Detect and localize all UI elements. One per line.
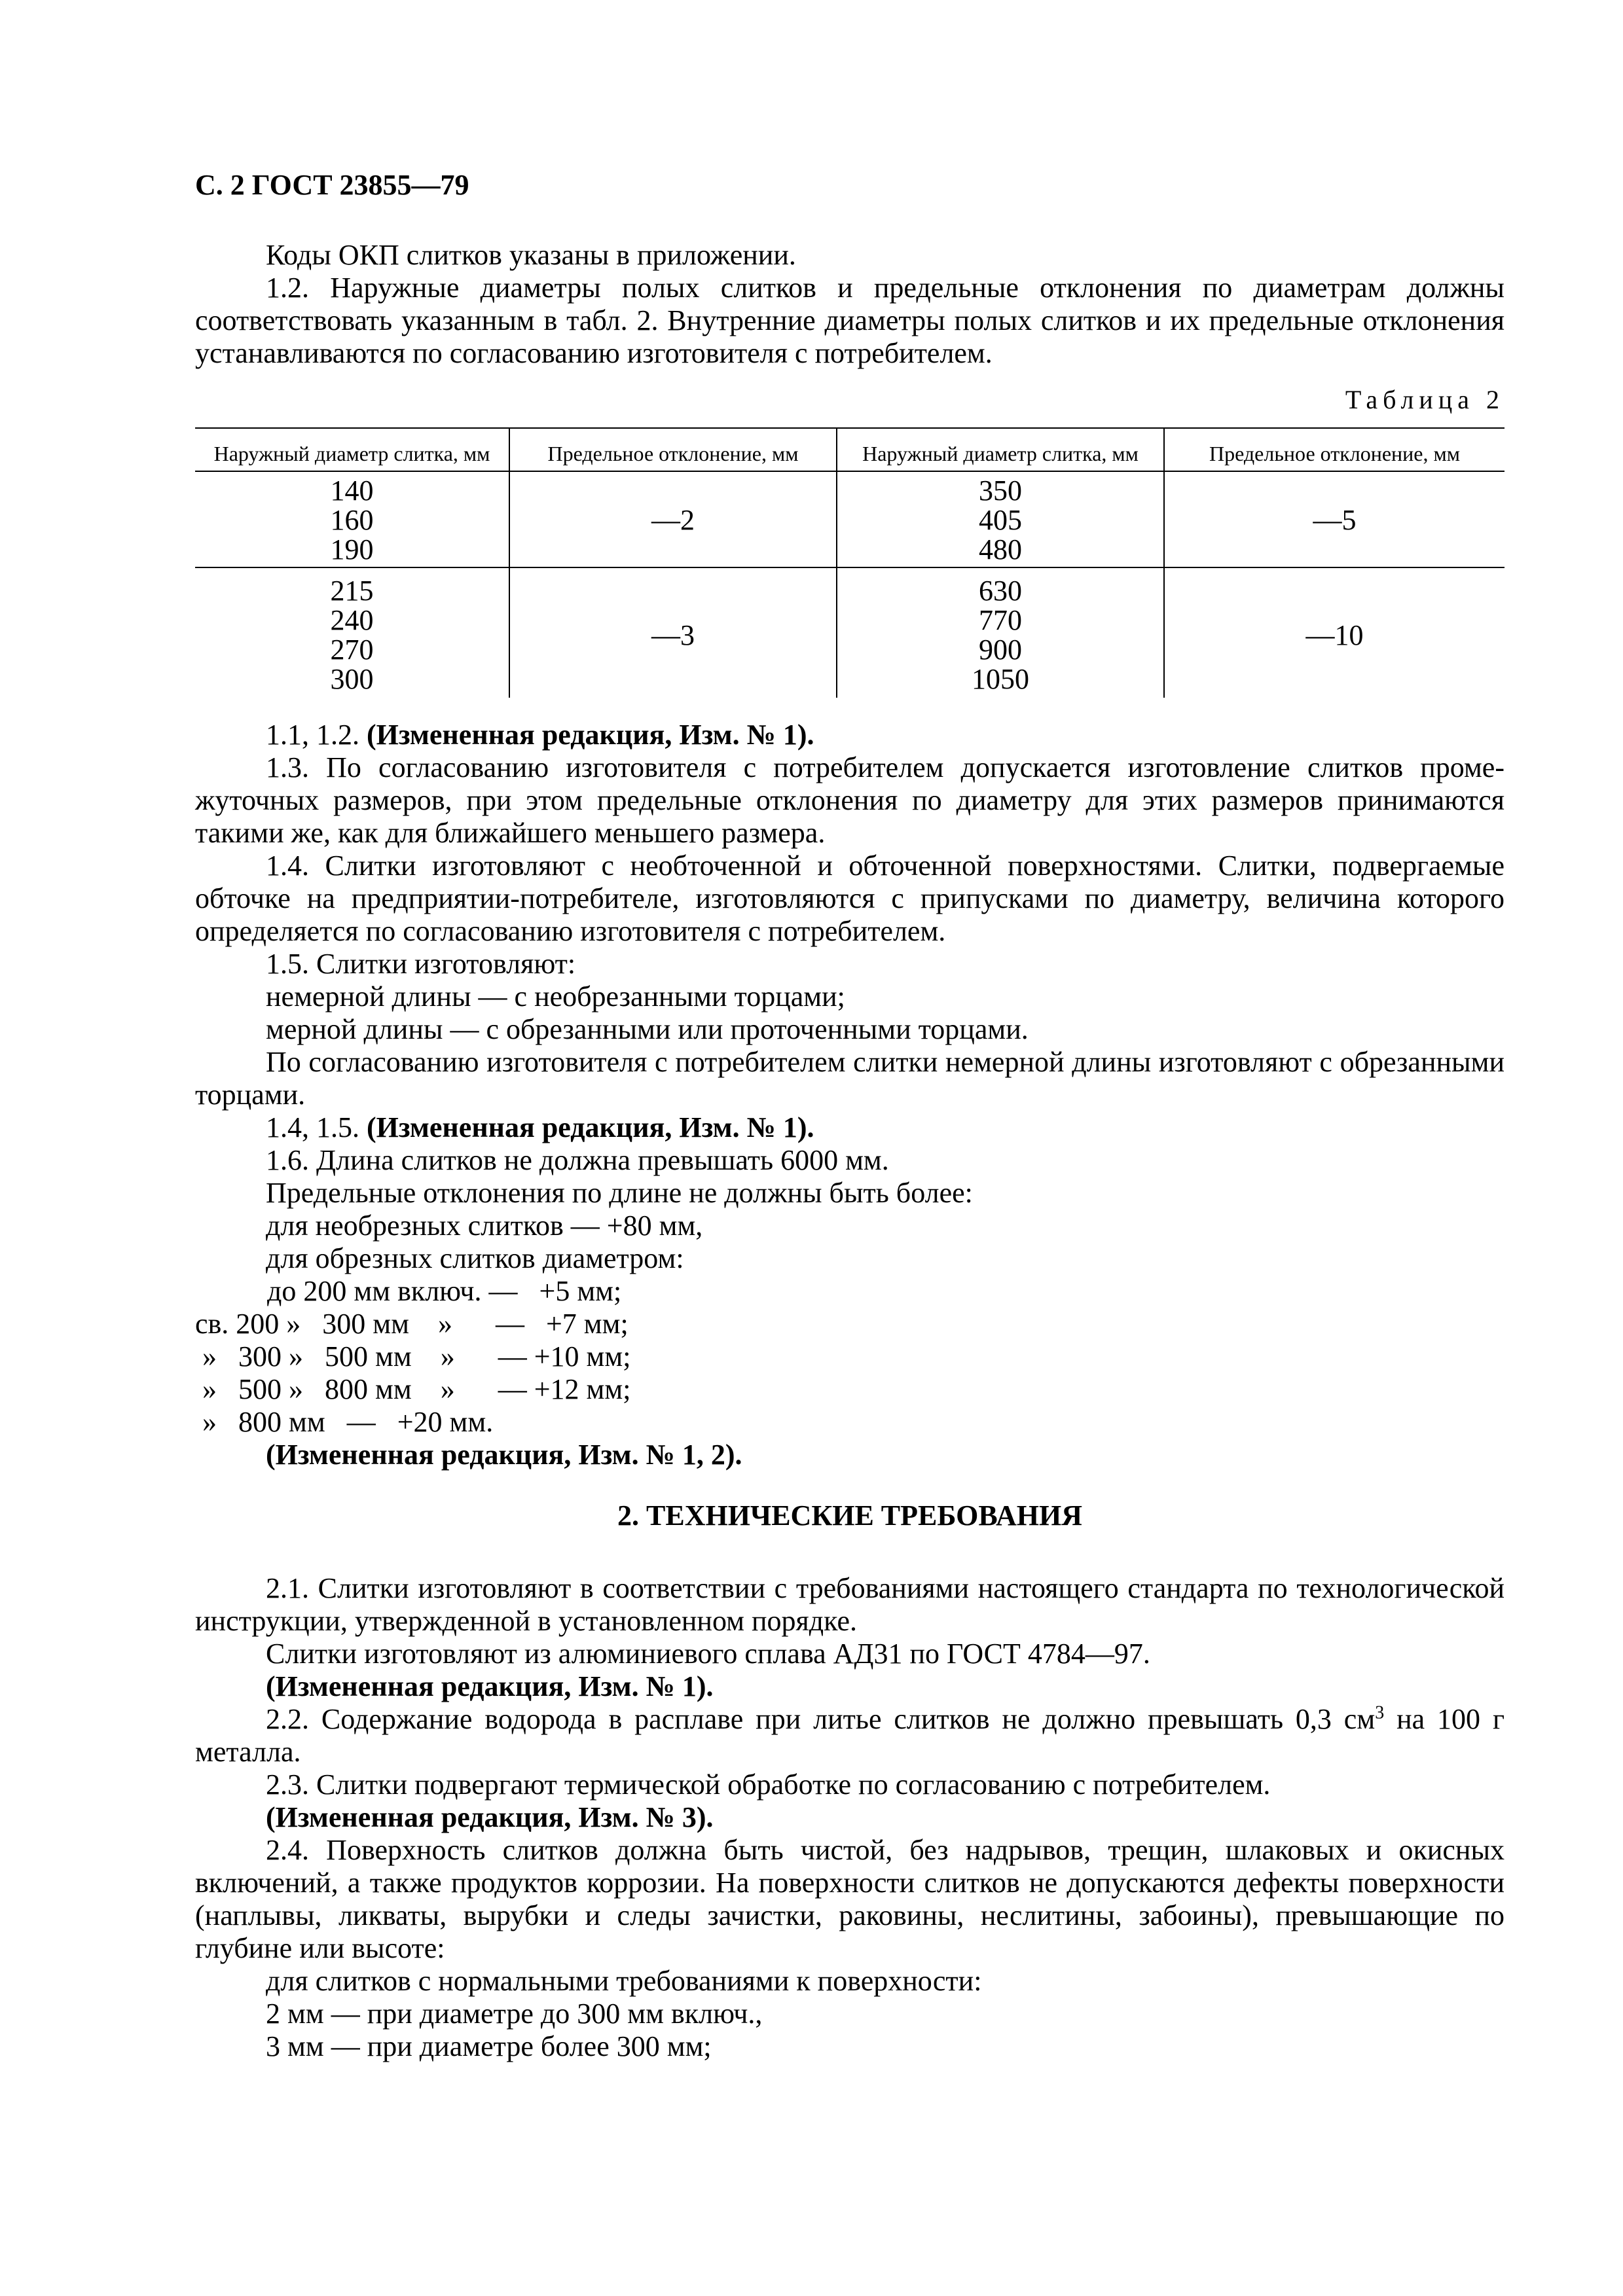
table-header-cell: Наружный диаметр слитка, мм <box>837 428 1164 471</box>
list-item: для необрезных слитков — +80 мм, <box>266 1210 703 1242</box>
edition-ref: 1.4, 1.5. <box>266 1111 359 1143</box>
paragraph-2-4: 2.4. Поверхность слитков должна быть чистой, без надрывов, трещин, шлаковых и окисных включений, а также продуктов коррозии. На поверхности слитков не допускаются дефекты поверхности (наплывы, ликваты, вырубки и следы зачистки, раковины, неслитины, забоины), превышающие по глубине или высоте: <box>195 1834 1504 1964</box>
table-value: 300 <box>330 663 374 695</box>
paragraph-2-2-tail: на 100 г металла. <box>195 1703 1504 1768</box>
table-value: 215 <box>330 575 374 607</box>
length-tolerance-line: св. 200 » 300 мм » — +7 мм; <box>195 1308 629 1340</box>
table-value: 630 <box>979 575 1022 607</box>
table-header-cell: Предельное отклонение, мм <box>1164 428 1504 471</box>
table-value: 1050 <box>972 663 1029 695</box>
table-header-cell: Наружный диаметр слитка, мм <box>195 428 509 471</box>
list-item: для обрезных слитков диаметром: <box>266 1242 684 1274</box>
length-tolerance-line: » 800 мм — +20 мм. <box>195 1406 494 1438</box>
edition-note: (Измененная редакция, Изм. № 1, 2). <box>266 1439 742 1471</box>
paragraph-1-2: 1.2. Наружные диаметры полых слитков и предельные отклонения по диаметрам должны соответствовать указанным в табл. 2. Внутренние диаметры полых слитков и их предельные отклонения устанавливаются по согласованию изготовителя с потребителем. <box>195 272 1504 369</box>
length-tolerance-line: » 300 » 500 мм » — +10 мм; <box>195 1340 631 1372</box>
list-item: 2 мм — при диаметре до 300 мм включ., <box>266 1998 763 2030</box>
table-row <box>195 567 1504 698</box>
table-cell-diameters <box>195 471 509 567</box>
table-cell-tolerance: —3 <box>509 567 837 698</box>
paragraph-1-5-note: По согласованию изготовителя с потребителем слитки немерной длины изготовляют с обрезанными торцами. <box>195 1046 1504 1111</box>
table-value: 190 <box>330 533 374 565</box>
table-value: 240 <box>330 604 374 636</box>
list-item: для слитков с нормальными требованиями к поверхности: <box>266 1965 982 1997</box>
edition-note <box>195 719 1504 751</box>
list-item: 3 мм — при диаметре более 300 мм; <box>266 2030 712 2062</box>
table-cell-diameters <box>195 567 509 698</box>
length-tolerance-line: до 200 мм включ. — +5 мм; <box>195 1275 622 1307</box>
edition-note: (Измененная редакция, Изм. № 1). <box>266 1670 714 1702</box>
table-value: 160 <box>330 504 374 536</box>
table-2 <box>195 427 1504 698</box>
table-value: 480 <box>979 533 1022 565</box>
paragraph-1-6: 1.6. Длина слитков не должна превышать 6000 мм. <box>266 1144 889 1176</box>
paragraph-2-3: 2.3. Слитки подвергают термической обработке по согласованию с потребителем. <box>266 1768 1271 1801</box>
table-cell-tolerance: —10 <box>1164 567 1504 698</box>
table-value: 405 <box>979 504 1022 536</box>
paragraph-2-2 <box>195 1703 1504 1768</box>
table-value: 770 <box>979 604 1022 636</box>
table-row <box>195 471 1504 567</box>
table-cell-diameters <box>837 471 1164 567</box>
table-cell-diameters <box>837 567 1164 698</box>
edition-note <box>195 1111 1504 1144</box>
document-page <box>195 167 1504 2063</box>
edition-text: (Измененная редакция, Изм. № 1). <box>367 1111 814 1143</box>
paragraph-okp: Коды ОКП слитков указаны в приложении. <box>266 239 796 271</box>
list-item: немерной длины — с необрезанными торцами; <box>266 980 845 1013</box>
table-value: 900 <box>979 634 1022 666</box>
table-value: 270 <box>330 634 374 666</box>
superscript: 3 <box>1375 1702 1385 1723</box>
table-cell-tolerance: —5 <box>1164 471 1504 567</box>
edition-ref: 1.1, 1.2. <box>266 719 359 751</box>
table-cell-tolerance: —2 <box>509 471 837 567</box>
edition-note: (Измененная редакция, Изм. № 3). <box>266 1801 714 1833</box>
edition-text: (Измененная редакция, Изм. № 1). <box>367 719 814 751</box>
paragraph-2-1: 2.1. Слитки изготовляют в соответствии с требованиями настоящего стандарта по технологической инструкции, утвержденной в установленном порядке. <box>195 1572 1504 1637</box>
list-item: мерной длины — с обрезанными или проточенными торцами. <box>266 1013 1029 1045</box>
page-header: С. 2 ГОСТ 23855—79 <box>195 169 469 201</box>
paragraph-1-6-intro: Предельные отклонения по длине не должны быть более: <box>266 1177 973 1209</box>
section-title: 2. ТЕХНИЧЕСКИЕ ТРЕБОВАНИЯ <box>617 1499 1082 1532</box>
length-tolerance-line: » 500 » 800 мм » — +12 мм; <box>195 1373 631 1405</box>
table-caption: Таблица 2 <box>1345 385 1504 414</box>
paragraph-1-4: 1.4. Слитки изготовляют с необточенной и обточенной поверхностями. Слитки, подвергаемые обточке на предприятии-потребителе, изготовляются с припусками по диаметру, величина которого определяется по согласованию изготовителя с потребителем. <box>195 850 1504 947</box>
paragraph-1-5: 1.5. Слитки изготовляют: <box>266 948 576 980</box>
paragraph-1-3: 1.3. По согласованию изготовителя с потребителем допускается изготовление слитков промежуточных размеров, при этом предельные отклонения по диаметру для этих размеров принимаются такими же, как для ближайшего меньшего размера. <box>195 751 1504 849</box>
table-value: 350 <box>979 475 1022 507</box>
paragraph-2-2-text: 2.2. Содержание водорода в расплаве при литье слитков не должно превышать 0,3 см <box>266 1703 1376 1735</box>
table-value: 140 <box>330 475 374 507</box>
table-header-cell: Предельное отклонение, мм <box>509 428 837 471</box>
table-header-row <box>195 428 1504 471</box>
paragraph-2-1-alloy: Слитки изготовляют из алюминиевого сплава АД31 по ГОСТ 4784—97. <box>266 1638 1150 1670</box>
